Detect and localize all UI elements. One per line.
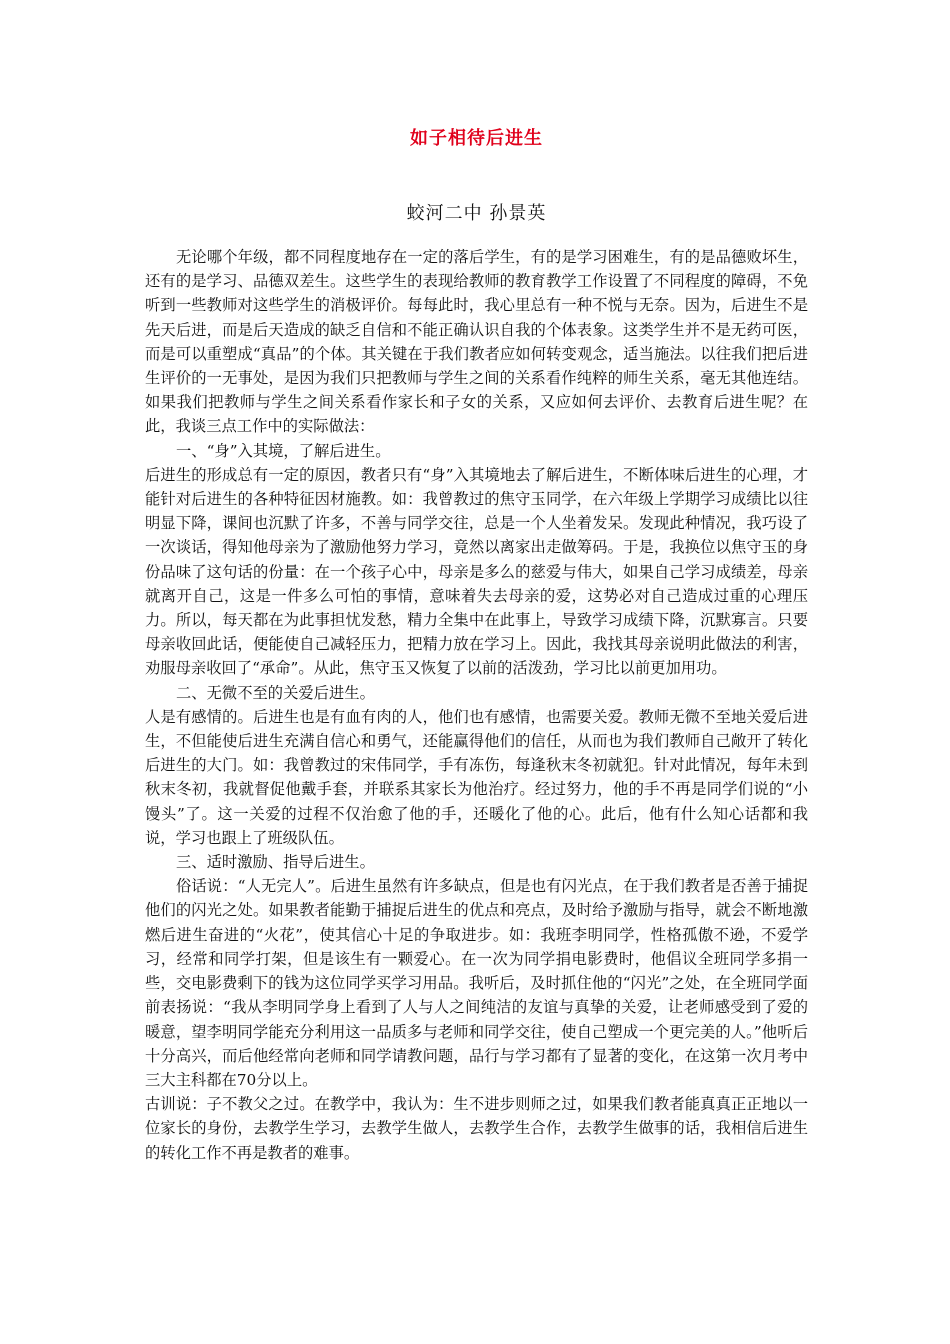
paragraph: 后进生的形成总有一定的原因，教者只有“身”入其境地去了解后进生，不断体味后进生的心理，才能针对后进生的各种特征因材施教。如：我曾教过的焦守玉同学，在六年级上学期学习成绩比以往明显下降，课间也沉默了许多，不善与同学交往，总是一个人坐着发呆。发现此种情况，我巧设了一次谈话，得知他母亲为了激励他努力学习，竟然以离家出走做筹码。于是，我换位以焦守玉的身份品味了这句话的份量：在一个孩子心中，母亲是多么的慈爱与伟大，如果自己学习成绩差，母亲就离开自己，这是一件多么可怕的事情，意味着失去母亲的爱，这势必对自己造成过重的心理压力。所以，每天都在为此事担忧发愁，精力全集中在此事上，导致学习成绩下降，沉默寡言。只要母亲收回此话，便能使自己减轻压力，把精力放在学习上。因此，我找其母亲说明此做法的利害，劝服母亲收回了“承命”。从此，焦守玉又恢复了以前的活泼劲，学习比以前更加用功。 bbox=[145, 465, 808, 678]
paragraph: 古训说：子不教父之过。在教学中，我认为：生不进步则师之过，如果我们教者能真真正正地以一位家长的身份，去教学生学习，去教学生做人，去教学生合作，去教学生做事的话，我相信后进生的转化工作不再是教者的难事。 bbox=[145, 1095, 808, 1162]
document-author: 蛟河二中 孙景英 bbox=[406, 203, 547, 224]
section-heading: 二、无微不至的关爱后进生。 bbox=[176, 683, 375, 702]
section-heading: 一、“身”入其境，了解后进生。 bbox=[176, 441, 391, 460]
paragraph: 人是有感情的。后进生也是有血有肉的人，他们也有感情，也需要关爱。教师无微不至地关爱后进生，不但能使后进生充满自信心和勇气，还能赢得他们的信任，从而也为我们教师自己敞开了转化后进生的大门。如：我曾教过的宋伟同学，手有冻伤，每逢秋末冬初就犯。针对此情况，每年未到秋末冬初，我就督促他戴手套，并联系其家长为他治疗。经过努力，他的手不再是同学们说的“小馒头”了。这一关爱的过程不仅治愈了他的手，还暖化了他的心。此后，他有什么知心话都和我说，学习也跟上了班级队伍。 bbox=[145, 707, 808, 847]
document-title: 如子相待后进生 bbox=[410, 128, 543, 149]
section-heading: 三、适时激励、指导后进生。 bbox=[176, 853, 375, 872]
paragraph: 无论哪个年级，都不同程度地存在一定的落后学生，有的是学习困难生，有的是品德败坏生，还有的是学习、品德双差生。这些学生的表现给教师的教育教学工作设置了不同程度的障碍，不免听到一些教师对这些学生的消极评价。每每此时，我心里总有一种不悦与无奈。因为，后进生不是先天后进，而是后天造成的缺乏自信和不能正确认识自我的个体表象。这类学生并不是无药可医，而是可以重塑成“真品”的个体。其关键在于我们教者应如何转变观念，适当施法。以往我们把后进生评价的一无事处，是因为我们只把教师与学生之间的关系看作纯粹的师生关系，毫无其他连结。如果我们把教师与学生之间关系看作家长和子女的关系，又应如何去评价、去教育后进生呢？在此，我谈三点工作中的实际做法： bbox=[145, 248, 808, 436]
paragraph: 俗话说：“人无完人”。后进生虽然有许多缺点，但是也有闪光点，在于我们教者是否善于捕捉他们的闪光之处。如果教者能勤于捕捉后进生的优点和亮点，及时给予激励与指导，就会不断地激燃后进生奋进的“火花”，使其信心十足的争取进步。如：我班李明同学，性格孤傲不逊，不爱学习，经常和同学打架，但是该生有一颗爱心。在一次为同学捐电影费时，他倡议全班同学多捐一些，交电影费剩下的钱为这位同学买学习用品。我听后，及时抓住他的“闪光”之处，在全班同学面前表扬说：“我从李明同学身上看到了人与人之间纯洁的友谊与真挚的关爱，让老师感受到了爱的暖意，望李明同学能充分利用这一品质多与老师和同学交往，使自己塑成一个更完美的人。”他听后十分高兴，而后他经常向老师和同学请教问题，品行与学习都有了显著的变化，在这第一次月考中三大主科都在70分以上。 bbox=[145, 877, 808, 1089]
document-body bbox=[145, 245, 808, 1165]
